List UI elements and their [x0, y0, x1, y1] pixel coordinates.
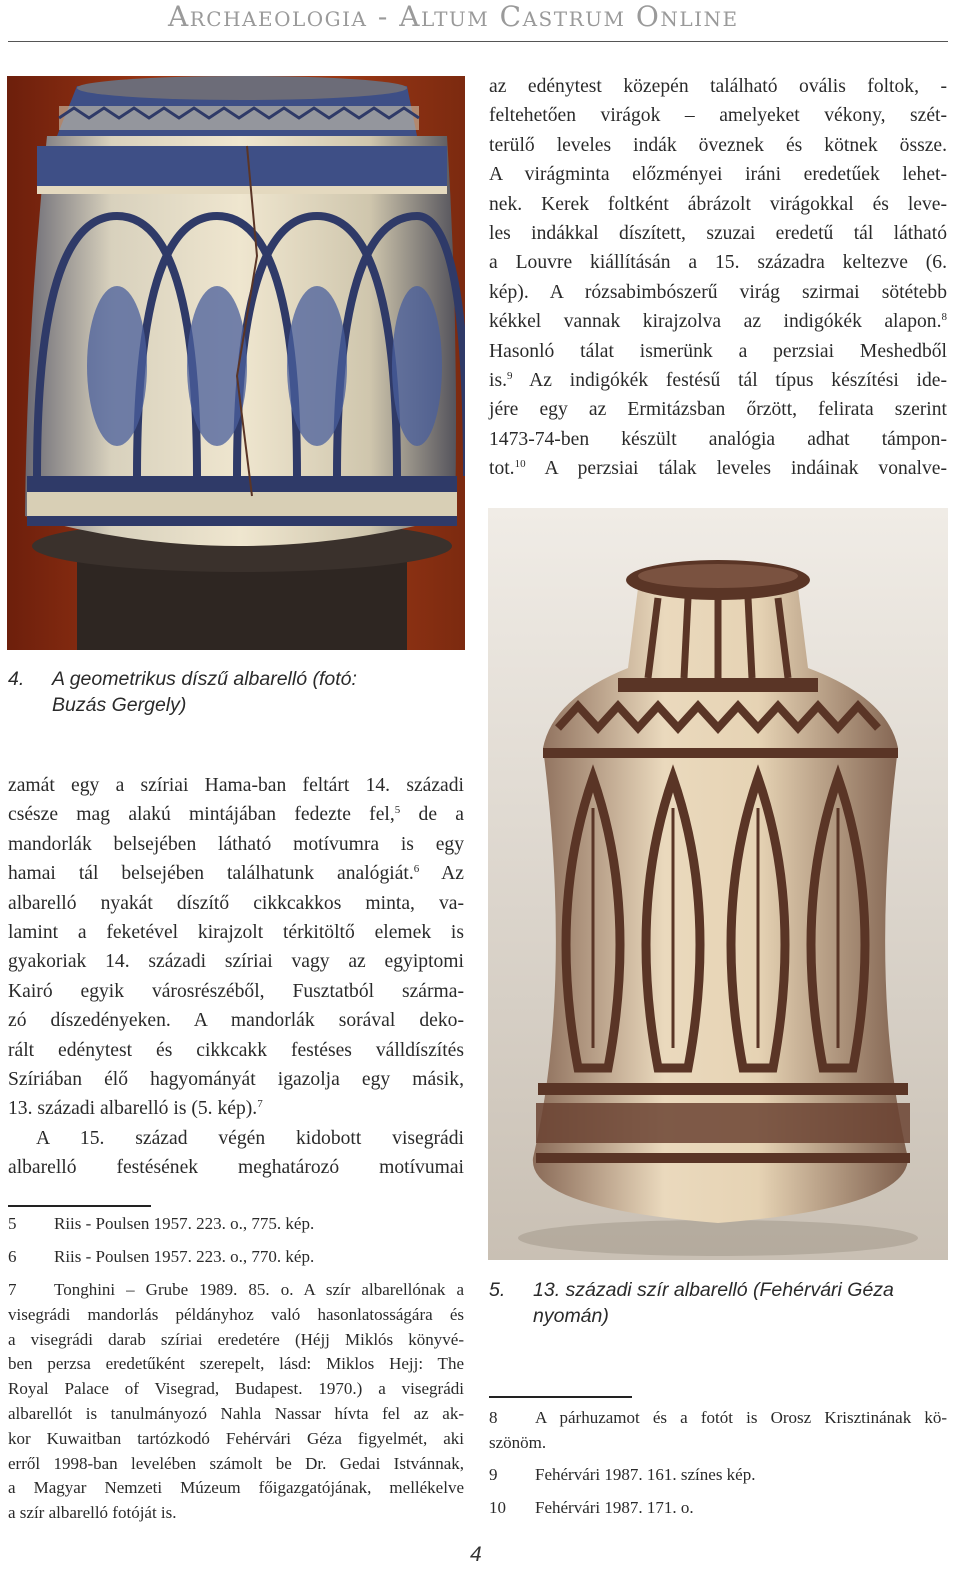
footnote-text: Tonghini – Grube 1989. 85. o. A szír albarellónak a: [54, 1280, 464, 1299]
footnote-line: szönöm.: [489, 1432, 547, 1452]
text-line: [489, 307, 947, 336]
text-line: Hasonló tálat ismerünk a perzsiai Meshedből: [489, 340, 947, 362]
footnote-ref-9[interactable]: 9: [506, 370, 513, 383]
footnote-ref-8[interactable]: 8: [941, 311, 947, 324]
text-line: A 15. század végén kidobott visegrádi: [36, 1127, 464, 1149]
footnote-ref-6[interactable]: 6: [413, 863, 420, 876]
footnote-number: 9: [489, 1465, 498, 1484]
text-segment: 13. századi albarelló is (5. kép).: [8, 1098, 258, 1120]
caption-text: Buzás Gergely): [52, 694, 187, 716]
text-segment: de a: [400, 804, 464, 826]
text-line: kép). A rózsabimbószerű virág szirmai sötétebb: [489, 281, 947, 303]
text-line: zó díszedényeken. A mandorlák sorával deko-: [8, 1010, 464, 1032]
text-line: A virágminta előzményei iráni eredetűek lehet-: [489, 164, 947, 186]
footnote-line: a visegrádi darab szíriai eredetére (Héjj Miklós könyvé-: [8, 1329, 464, 1349]
footnote-line: [489, 1406, 947, 1431]
running-header: [0, 0, 960, 44]
text-segment: tot.: [489, 458, 515, 480]
figure-4-photo: [7, 76, 465, 650]
text-line: rált edénytest és cikkcakk festéses válldíszítés: [8, 1039, 464, 1061]
footnote-ref-7[interactable]: 7: [257, 1098, 263, 1111]
text-line: jére egy az Ermitázsban őrzött, felirata szerint: [489, 399, 947, 421]
footnote-ref-5[interactable]: 5: [394, 804, 401, 817]
text-line: Szíriában élő hagyományát igazolja egy másik,: [8, 1069, 464, 1091]
text-line: az edénytest közepén található ovális foltok, -: [489, 76, 947, 97]
footnote-line: albarellót is tanulmányozó Nahla Nassar hívta fel az ak-: [8, 1403, 464, 1423]
figure-5-photo: [488, 508, 948, 1260]
caption-text: A geometrikus díszű albarelló (fotó:: [52, 668, 357, 690]
footnote-5: [8, 1212, 314, 1237]
caption-text: nyomán): [533, 1305, 609, 1327]
footnote-line: Royal Palace of Visegrad, Budapest. 1970.) a visegrádi: [8, 1379, 464, 1399]
text-segment: Az: [419, 863, 464, 885]
text-line: [489, 366, 947, 395]
footnote-line: erről 1998-ban levelében számolt be Dr. Gedai Istvánnak,: [8, 1453, 464, 1473]
text-segment: A perzsiai tálak leveles indáinak vonalve-: [525, 458, 947, 480]
text-line: [8, 1094, 464, 1123]
text-line: 1473-74-ben készült analógia adhat támpon-: [489, 428, 947, 450]
text-line: a Louvre kiállításán a 15. századra keltezve (6.: [489, 252, 947, 274]
footnote-10: [489, 1496, 694, 1521]
footnote-text: A párhuzamot és a fotót is Orosz Krisztinának kö-: [535, 1408, 947, 1427]
figure-number: 4.: [8, 668, 25, 690]
text-line: albarelló festésének meghatározó motívumai: [8, 1157, 464, 1179]
footnote-text: Fehérvári 1987. 171. o.: [535, 1498, 694, 1517]
body-text-right: [489, 72, 947, 484]
footnote-line: a szír albarelló fotóját is.: [8, 1503, 177, 1523]
text-segment: hamai tál belsejében találhatunk analógiát.: [8, 863, 414, 885]
footnote-line: ben perzsa eredetűként szerepelt, lásd: Miklos Hejj: The: [8, 1354, 464, 1374]
footnote-number: 5: [8, 1214, 17, 1233]
footnote-rule: [489, 1396, 632, 1398]
text-segment: is.: [489, 370, 507, 392]
text-segment: kékkel vannak kirajzolva az indigókék alapon.: [489, 311, 942, 333]
journal-title: Archaeologia - Altum Castrum Online: [168, 0, 739, 33]
footnote-6: [8, 1245, 314, 1270]
caption-text: 13. századi szír albarelló (Fehérvári Géza: [533, 1279, 894, 1301]
footnote-number: 6: [8, 1247, 17, 1266]
text-line: mandorlák belsejében látható motívumra is egy: [8, 833, 464, 855]
text-line: terülő leveles indák öveznek és kötnek össze.: [489, 134, 947, 156]
text-line: Kairó egyik városrészéből, Fusztatból szárma-: [8, 980, 464, 1002]
figure-number: 5.: [489, 1279, 506, 1301]
footnote-7: [8, 1278, 464, 1526]
text-line: gyakoriak 14. századi szíriai vagy az egyiptomi: [8, 951, 464, 973]
text-line: zamát egy a szíriai Hama-ban feltárt 14. századi: [8, 775, 464, 796]
footnote-number: 8: [489, 1408, 498, 1427]
footnote-text: Fehérvári 1987. 161. színes kép.: [535, 1465, 756, 1484]
text-line: lamint a feketével kirajzolt térkitöltő elemek is: [8, 922, 464, 944]
footnote-number: 7: [8, 1280, 17, 1299]
text-segment: csésze mag alakú mintájában fedezte fel,: [8, 804, 395, 826]
text-line: nek. Kerek foltként ábrázolt virágokkal és leve-: [489, 193, 947, 215]
text-segment: Az indigókék festésű tál típus készítési ide-: [512, 370, 947, 392]
figure-5-caption: [489, 1277, 949, 1329]
footnote-8: [489, 1406, 947, 1456]
figure-4-caption: [8, 666, 458, 718]
footnote-line: visegrádi mandorlás példányhoz való hasonlatosságára és: [8, 1304, 464, 1324]
text-line: [8, 800, 464, 829]
text-line: [8, 859, 464, 888]
footnote-ref-10[interactable]: 10: [514, 458, 526, 471]
page-number: 4: [470, 1543, 482, 1566]
footnote-rule: [8, 1205, 151, 1207]
footnote-text: Riis - Poulsen 1957. 223. o., 775. kép.: [54, 1214, 315, 1233]
footnote-line: [8, 1278, 464, 1303]
footnote-9: [489, 1463, 755, 1488]
text-line: [489, 454, 947, 483]
footnote-number: 10: [489, 1498, 506, 1517]
text-line: les indákkal díszített, szuzai eredetű tál látható: [489, 223, 947, 245]
header-rule: [8, 41, 948, 42]
text-line: feltehetően virágok – amelyeket vékony, szét-: [489, 105, 947, 127]
text-line: albarelló nyakát díszítő cikkcakkos minta, va-: [8, 892, 464, 914]
footnote-text: Riis - Poulsen 1957. 223. o., 770. kép.: [54, 1247, 315, 1266]
footnote-line: a Magyar Nemzeti Múzeum főigazgatójának, mellékelve: [8, 1478, 464, 1498]
body-text-left: [8, 771, 464, 1183]
footnote-line: kor Kuwaitban tartózkodó Fehérvári Géza figyelmét, aki: [8, 1428, 464, 1448]
